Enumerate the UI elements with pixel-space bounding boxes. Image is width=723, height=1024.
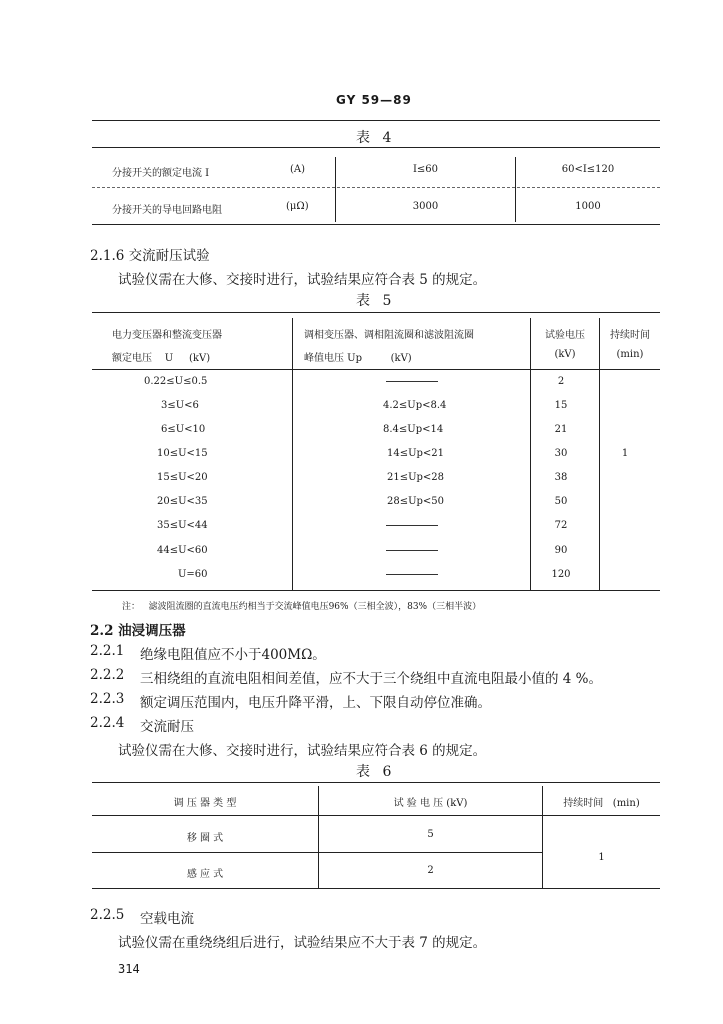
table6-header-col3: 持续时间 (min) <box>563 798 640 809</box>
section-2-2-heading: 2.2 油浸调压器 <box>90 623 186 639</box>
table5-header-col3-line2: (kV) <box>554 349 576 360</box>
table5-header-rule <box>92 369 660 370</box>
table5-header-col1-line1: 电力变压器和整流变压器 <box>112 330 222 341</box>
table5-row6-v: 50 <box>554 496 568 507</box>
table5-row9-v: 120 <box>551 569 571 580</box>
table4-row1-value1: I≤60 <box>412 164 439 175</box>
table5-row5-u: 15≤U<20 <box>157 472 208 483</box>
table6-header-col2: 试 验 电 压 (kV) <box>393 798 468 809</box>
table5-row2-v: 15 <box>554 400 568 411</box>
table4-top-rule <box>92 120 660 121</box>
standard-header: GY 59—89 <box>336 93 412 107</box>
table5-row3-up: 8.4≤Up<14 <box>383 424 444 435</box>
table5-vline-1 <box>292 318 293 590</box>
table4-title: 表 4 <box>356 130 396 146</box>
table6-row-rule <box>92 852 542 853</box>
table5-title: 表 5 <box>356 293 396 309</box>
table6-title: 表 6 <box>356 764 396 780</box>
table4-row-rule <box>92 187 660 188</box>
table5-row2-up: 4.2≤Up<8.4 <box>383 400 447 411</box>
table5-row8-v: 90 <box>554 545 568 556</box>
table4-row2-value1: 3000 <box>412 201 439 212</box>
table5-row4-up: 14≤Up<21 <box>387 448 445 459</box>
table6-row1-value: 5 <box>427 829 434 840</box>
table4-row1-value2: 60<I≤120 <box>561 164 615 175</box>
table5-row1-up-dash <box>386 381 438 382</box>
table6-header-rule <box>92 815 660 816</box>
table6-row1-type: 移 圈 式 <box>186 833 224 844</box>
table5-header-col1-line2: 额定电压 U (kV) <box>112 353 211 364</box>
section-2-2-2-num: 2.2.2 <box>90 667 125 683</box>
section-2-2-5-body: 试验仪需在重绕绕组后进行，试验结果应不大于表 7 的规定。 <box>118 935 487 951</box>
table6-bottom-rule <box>92 888 660 889</box>
section-2-2-4-body: 试验仪需在大修、交接时进行，试验结果应符合表 6 的规定。 <box>118 743 487 759</box>
table5-row7-v: 72 <box>554 520 568 531</box>
table5-row7-u: 35≤U<44 <box>157 520 208 531</box>
table5-row1-v: 2 <box>557 376 565 387</box>
table5-header-col2-line1: 调相变压器、调相阻流圈和滤波阻流圈 <box>304 330 474 341</box>
table5-row9-u: U=60 <box>178 569 208 580</box>
table6-row2-value: 2 <box>427 865 434 876</box>
table5-row1-u: 0.22≤U≤0.5 <box>144 376 208 387</box>
table5-row7-up-dash <box>386 525 438 526</box>
table5-header-col3-line1: 试验电压 <box>545 330 585 341</box>
table4-row1-label: 分接开关的额定电流 I <box>112 168 210 179</box>
section-2-2-1-num: 2.2.1 <box>90 643 125 659</box>
table4-row2-label: 分接开关的导电回路电阻 <box>112 205 222 216</box>
table5-duration: 1 <box>621 448 629 459</box>
table6-duration: 1 <box>598 852 605 863</box>
table6-header-col1: 调 压 器 类 型 <box>173 798 237 809</box>
table4-bottom-rule <box>92 224 660 225</box>
section-2-2-1-text: 绝缘电阻值应不小于400MΩ。 <box>140 647 326 663</box>
table4-row1-unit: (A) <box>290 164 306 175</box>
table5-header-col4-line1: 持续时间 <box>610 330 650 341</box>
section-2-2-4-text: 交流耐压 <box>140 719 194 735</box>
section-2-2-4-num: 2.2.4 <box>90 715 125 731</box>
section-2-2-3-num: 2.2.3 <box>90 691 125 707</box>
table5-row6-up: 28≤Up<50 <box>387 496 445 507</box>
table5-header-col2-line2: 峰值电压 Up (kV) <box>304 353 412 364</box>
table4-row2-value2: 1000 <box>575 201 601 212</box>
table4-row2-unit: (μΩ) <box>286 201 309 212</box>
section-2-2-5-num: 2.2.5 <box>90 907 125 923</box>
section-2-2-2-text: 三相绕组的直流电阻相间差值，应不大于三个绕组中直流电阻最小值的 4 %。 <box>140 671 602 687</box>
table5-bottom-rule <box>92 590 660 591</box>
section-2-1-6-heading: 2.1.6 交流耐压试验 <box>90 248 210 264</box>
table5-top-rule <box>92 312 660 313</box>
table5-row2-u: 3≤U<6 <box>161 400 199 411</box>
table5-note: 注： 滤波阻流圈的直流电压约相当于交流峰值电压96%（三相全波），83%（三相半波） <box>122 602 482 612</box>
table5-row3-v: 21 <box>554 424 568 435</box>
table5-row5-up: 21≤Up<28 <box>387 472 445 483</box>
table6-top-rule <box>92 782 660 783</box>
table6-row2-type: 感 应 式 <box>186 869 224 880</box>
table5-row9-up-dash <box>386 574 438 575</box>
section-2-2-3-text: 额定调压范围内，电压升降平滑，上、下限自动停位准确。 <box>140 695 491 711</box>
table5-row4-v: 30 <box>554 448 568 459</box>
table5-row6-u: 20≤U<35 <box>157 496 208 507</box>
table5-row8-u: 44≤U<60 <box>157 545 208 556</box>
table5-row8-up-dash <box>386 550 438 551</box>
table5-header-col4-line2: (min) <box>616 349 644 360</box>
section-2-2-5-text: 空载电流 <box>140 911 194 927</box>
table4-header-rule <box>92 147 660 148</box>
table5-row4-u: 10≤U<15 <box>157 448 208 459</box>
table5-row5-v: 38 <box>554 472 568 483</box>
page-number: 314 <box>118 962 140 976</box>
table5-row3-u: 6≤U<10 <box>161 424 206 435</box>
section-2-1-6-text: 试验仪需在大修、交接时进行，试验结果应符合表 5 的规定。 <box>118 272 487 288</box>
